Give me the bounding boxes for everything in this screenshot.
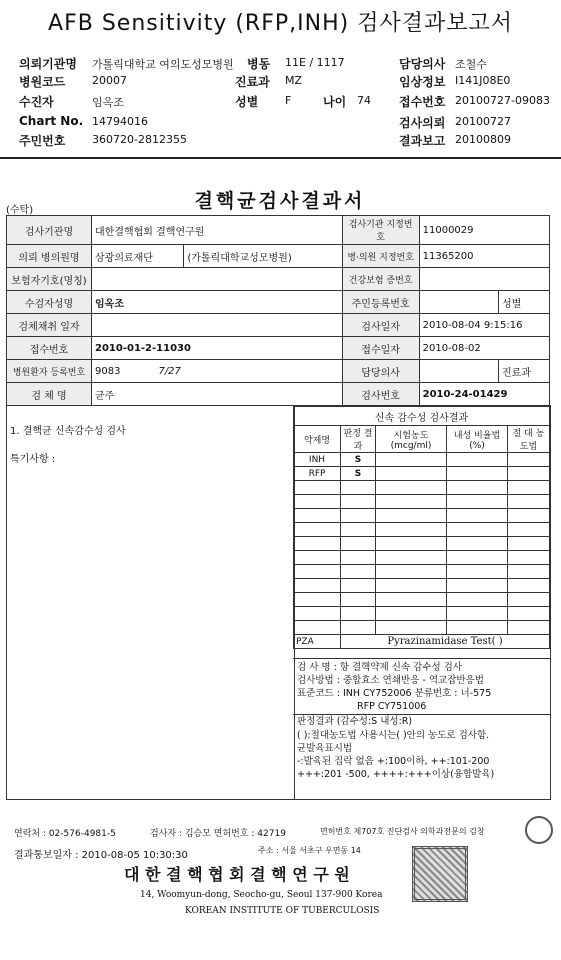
rec-no-label: 접수번호 — [7, 337, 92, 360]
method-line: 판정결과 (감수성:S 내성:R) — [293, 714, 550, 728]
inst-no-value: 11000029 — [419, 216, 549, 245]
sex-value: F — [285, 94, 292, 107]
pza-value: Pyrazinamidase Test( ) — [341, 635, 550, 649]
collect-label: 검체채취 일자 — [7, 314, 92, 337]
report-label: 결과보고 — [399, 134, 446, 148]
receipt-value: 20100727-09083 — [455, 94, 550, 107]
info-table — [6, 215, 550, 406]
address-kr: 주소 : 서울 서초구 우면동 14 — [258, 846, 361, 855]
col-conc: 시험농도 (mcg/ml) — [376, 426, 447, 453]
report-value: 20100809 — [455, 133, 511, 146]
doctor-stamp-icon — [525, 816, 553, 844]
reg-no-value: 9083 — [95, 365, 121, 377]
request-value: 20100727 — [455, 115, 511, 128]
clinical-value: I141J08E0 — [455, 74, 511, 87]
test-no-label: 검사번호 — [342, 383, 419, 406]
age-label: 나이 — [323, 95, 347, 109]
age-value: 74 — [357, 94, 371, 107]
examiner: 검사자 : 김승모 면허번호 : 42719 — [150, 829, 286, 839]
sensitivity-table — [293, 406, 550, 649]
chart-value: 14794016 — [92, 115, 148, 128]
specimen-value: 균주 — [92, 383, 343, 406]
intake-label: (수탁) — [6, 205, 34, 216]
form-footer — [0, 818, 561, 958]
method-line: 표준코드 : INH CY752006 분류번호 : 너-575 — [297, 688, 492, 699]
req-value-2: (가톨릭대학교성모병원) — [184, 245, 342, 268]
dept-value: MZ — [285, 74, 303, 87]
contact: 연락처 : 02-576-4981-5 — [14, 829, 116, 839]
pza-label: PZA — [294, 635, 341, 649]
method-line: 검 사 명 : 항 결핵약제 신속 감수성 검사 — [297, 662, 463, 673]
col-resistance: 내성 비율법(%) — [447, 426, 508, 453]
drug-name: RFP — [294, 467, 341, 481]
inst-value: 대한결핵협회 결핵연구원 — [92, 216, 343, 245]
collect-value — [92, 314, 343, 337]
col-judge: 판정 결과 — [341, 426, 376, 453]
form-title: 결핵균검사결과서 — [194, 190, 366, 212]
method-line: ( ):절대농도법 사용시는( )안의 농도로 검사함. — [297, 730, 490, 741]
insurer-label: 보험자기호(명칭) — [7, 268, 92, 291]
name-label: 수검자성명 — [7, 291, 92, 314]
request-label: 검사의뢰 — [399, 116, 446, 130]
inst-label: 검사기관명 — [7, 216, 92, 245]
notify-date: 결과통보일자 : 2010-08-05 10:30:30 — [14, 850, 188, 861]
license: 면허번호 제707호 진단검사 의학과전문의 김창 — [320, 827, 485, 836]
test-no-value: 2010-24-01429 — [419, 383, 549, 406]
method-line: 균발육표시법 — [297, 743, 353, 754]
hospital-value: 가톨릭대학교 여의도성모병원 — [92, 58, 234, 71]
report-header — [0, 52, 561, 148]
sensitivity-box — [293, 405, 551, 800]
official-seal-icon — [412, 846, 468, 902]
doctor-value-form — [419, 360, 498, 383]
ward-label: 병동 — [247, 57, 271, 71]
dept-box-label: 진료과 — [502, 367, 531, 379]
dept-label: 진료과 — [235, 75, 270, 89]
rrn-value: 360720-2812355 — [92, 133, 187, 146]
reg-no-handwritten: 7/27 — [158, 365, 181, 377]
patient-label: 수진자 — [19, 95, 54, 109]
patient-value: 임옥조 — [92, 96, 124, 109]
method-notes — [293, 658, 550, 799]
ward-value: 11E / 1117 — [285, 56, 345, 69]
rrn-label: 주민번호 — [19, 134, 66, 148]
sensitivity-title: 신속 감수성 검사결과 — [294, 407, 550, 426]
doctor-label-form: 담당의사 — [342, 360, 419, 383]
reg-no-label: 병원환자 등록번호 — [7, 360, 92, 383]
clinic-label: 병·의원 지정번호 — [342, 245, 419, 268]
receipt-label: 접수번호 — [399, 95, 446, 109]
doctor-value: 조철수 — [455, 58, 487, 71]
address-en: 14, Woomyun-dong, Seocho-gu, Seoul 137-900 Korea — [140, 890, 383, 900]
report-title: AFB Sensitivity (RFP,INH) 검사결과보고서 — [48, 11, 513, 36]
sex-box-label: 성별 — [502, 298, 522, 310]
code-value: 20007 — [92, 74, 127, 87]
drug-judge: S — [341, 453, 376, 467]
ins-no-value — [419, 268, 549, 291]
test-date-value: 2010-08-04 9:15:16 — [419, 314, 549, 337]
method-line: 검사방법 : 중합효소 연쇄반응 - 역교잡반응법 — [297, 675, 484, 686]
org-name-kr: 대 한 결 핵 협 회 결 핵 연 구 원 — [124, 865, 350, 884]
drug-name: INH — [294, 453, 341, 467]
test-item: 1. 결핵균 신속감수성 검사 — [10, 426, 126, 437]
rec-date-value: 2010-08-02 — [419, 337, 549, 360]
ins-no-label: 건강보험 증번호 — [342, 268, 419, 291]
req-value: 삼광의료재단 — [92, 245, 184, 268]
sex-label: 성별 — [235, 95, 259, 109]
method-line: RFP CY751006 — [357, 701, 427, 712]
chart-label: Chart No. — [19, 114, 84, 128]
drug-judge: S — [341, 467, 376, 481]
name-value: 임옥조 — [92, 291, 343, 314]
special-note: 특기사항 : — [10, 454, 56, 465]
rec-no-value: 2010-01-2-11030 — [92, 337, 343, 360]
doctor-label: 담당의사 — [399, 57, 446, 71]
test-item-box — [6, 405, 295, 800]
header-divider — [0, 157, 561, 159]
clinical-label: 임상정보 — [399, 75, 446, 89]
code-label: 병원코드 — [19, 75, 66, 89]
rec-date-label: 접수일자 — [342, 337, 419, 360]
col-absolute: 절 대 농도법 — [508, 426, 550, 453]
reg-no-cell — [92, 360, 343, 383]
inst-no-label: 검사기관 지정번호 — [342, 216, 419, 245]
insurer-value — [92, 268, 343, 291]
col-drug: 약제명 — [294, 426, 341, 453]
specimen-label: 검 체 명 — [7, 383, 92, 406]
method-line: +++:201 -500, ++++:+++이상(융합발육) — [297, 769, 495, 780]
hospital-label: 의뢰기관명 — [19, 57, 77, 71]
dept-box — [499, 360, 550, 383]
sex-box — [499, 291, 550, 314]
id-label: 주민등록번호 — [342, 291, 419, 314]
method-line: -:발육된 집락 없음 +:100이하, ++:101-200 — [297, 756, 490, 767]
test-date-label: 검사일자 — [342, 314, 419, 337]
req-label: 의뢰 병의원명 — [7, 245, 92, 268]
id-value — [419, 291, 498, 314]
org-name-en: KOREAN INSTITUTE OF TUBERCULOSIS — [185, 906, 380, 916]
clinic-value: 11365200 — [419, 245, 549, 268]
